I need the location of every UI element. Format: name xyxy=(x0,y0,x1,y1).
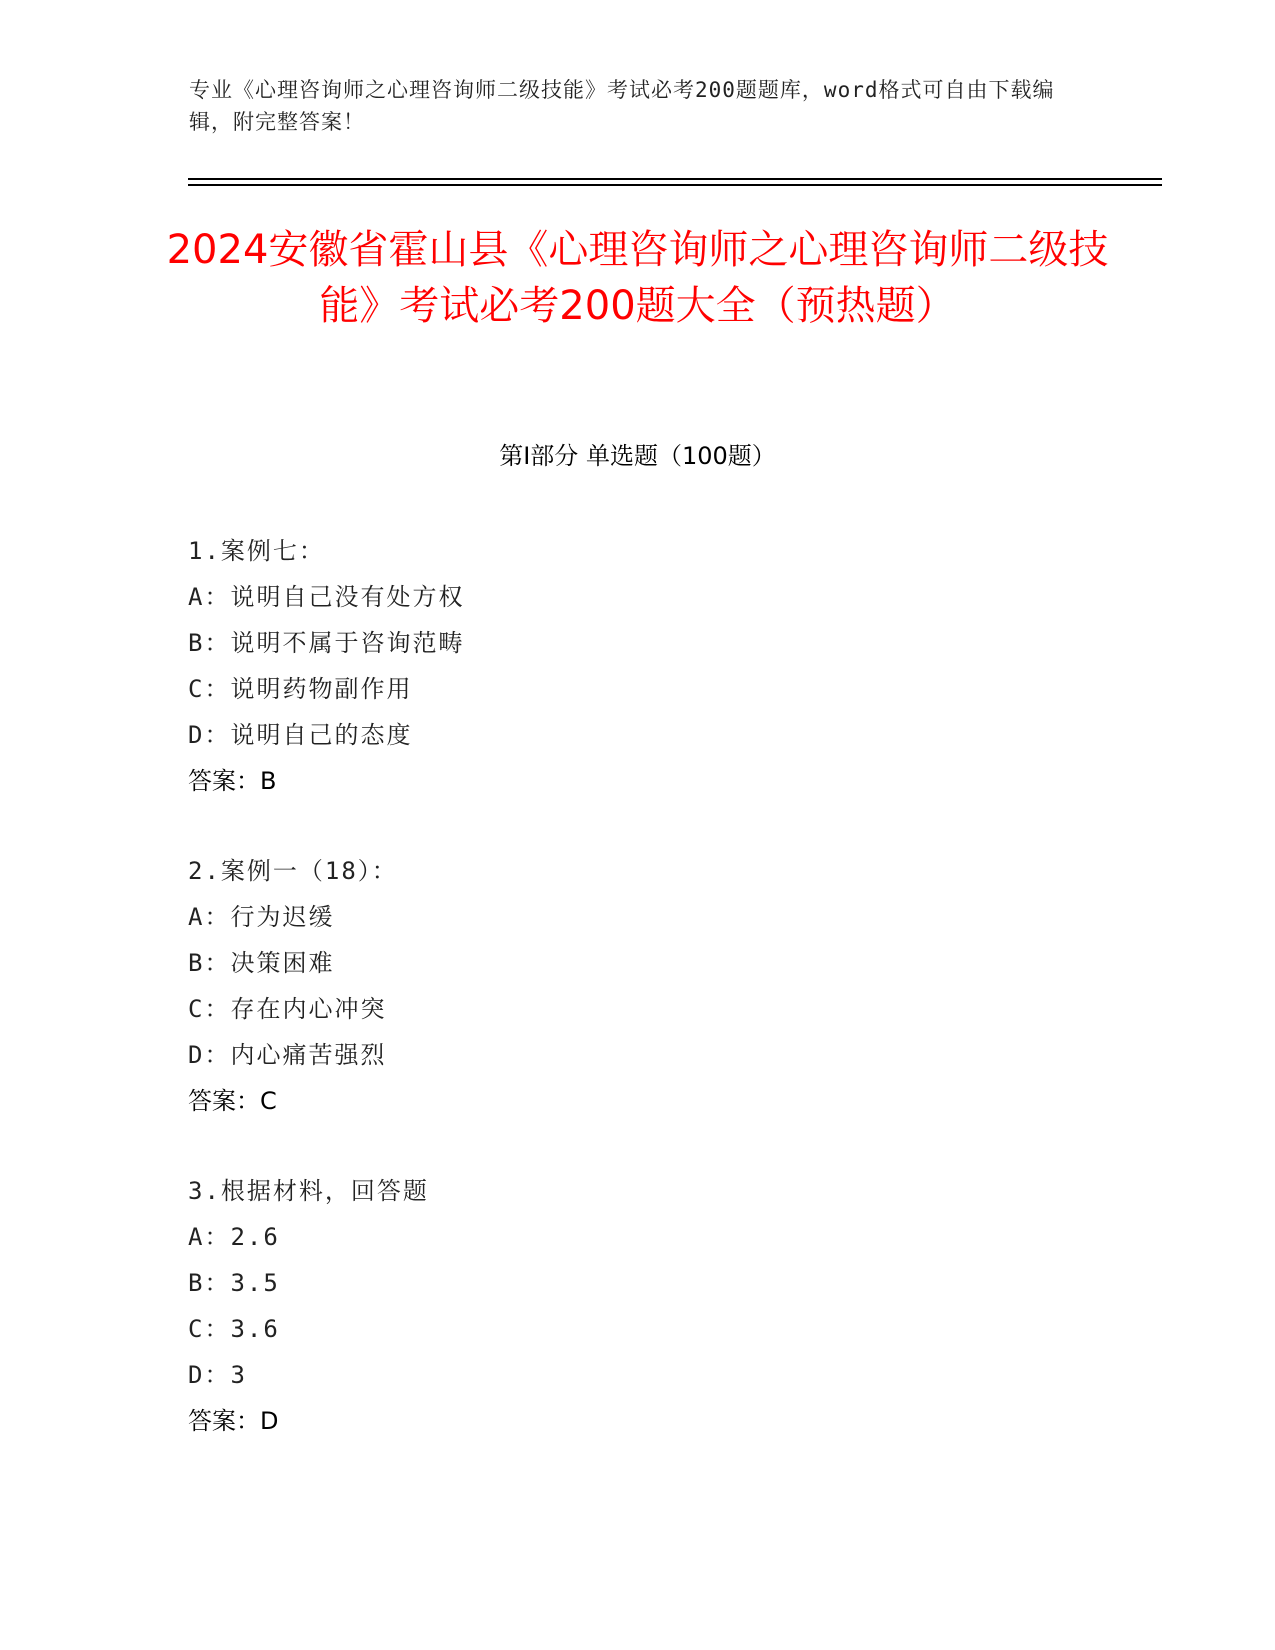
option-c: C：说明药物副作用 xyxy=(188,675,413,703)
option-b: B：说明不属于咨询范畴 xyxy=(188,629,465,657)
question-stem: 2.案例一（18）： xyxy=(188,857,398,885)
option-c: C：存在内心冲突 xyxy=(188,995,387,1023)
option-d: D：说明自己的态度 xyxy=(188,721,413,749)
option-a: A：2.6 xyxy=(188,1223,280,1251)
document-title: 2024安徽省霍山县《心理咨询师之心理咨询师二级技能》考试必考200题大全（预热题） xyxy=(166,227,1109,329)
question-item xyxy=(188,528,888,804)
option-b: B：3.5 xyxy=(188,1269,280,1297)
option-b: B：决策困难 xyxy=(188,949,335,977)
question-stem: 3.根据材料，回答题 xyxy=(188,1177,429,1205)
answer-line: 答案：C xyxy=(188,1087,277,1115)
option-c: C：3.6 xyxy=(188,1315,280,1343)
option-a: A：说明自己没有处方权 xyxy=(188,583,465,611)
section-title: 第Ⅰ部分 单选题（100题） xyxy=(499,442,776,470)
question-stem: 1.案例七： xyxy=(188,537,325,565)
header-rule-bottom xyxy=(188,184,1162,186)
header-rule-top xyxy=(188,178,1162,180)
option-a: A：行为迟缓 xyxy=(188,903,335,931)
answer-line: 答案：D xyxy=(188,1407,279,1435)
option-d: D：内心痛苦强烈 xyxy=(188,1041,387,1069)
option-d: D：3 xyxy=(188,1361,247,1389)
question-item xyxy=(188,1168,888,1444)
question-item xyxy=(188,848,888,1124)
answer-line: 答案：B xyxy=(188,767,277,795)
header-note: 专业《心理咨询师之心理咨询师二级技能》考试必考200题题库，word格式可自由下载编辑，附完整答案！ xyxy=(189,78,1055,134)
